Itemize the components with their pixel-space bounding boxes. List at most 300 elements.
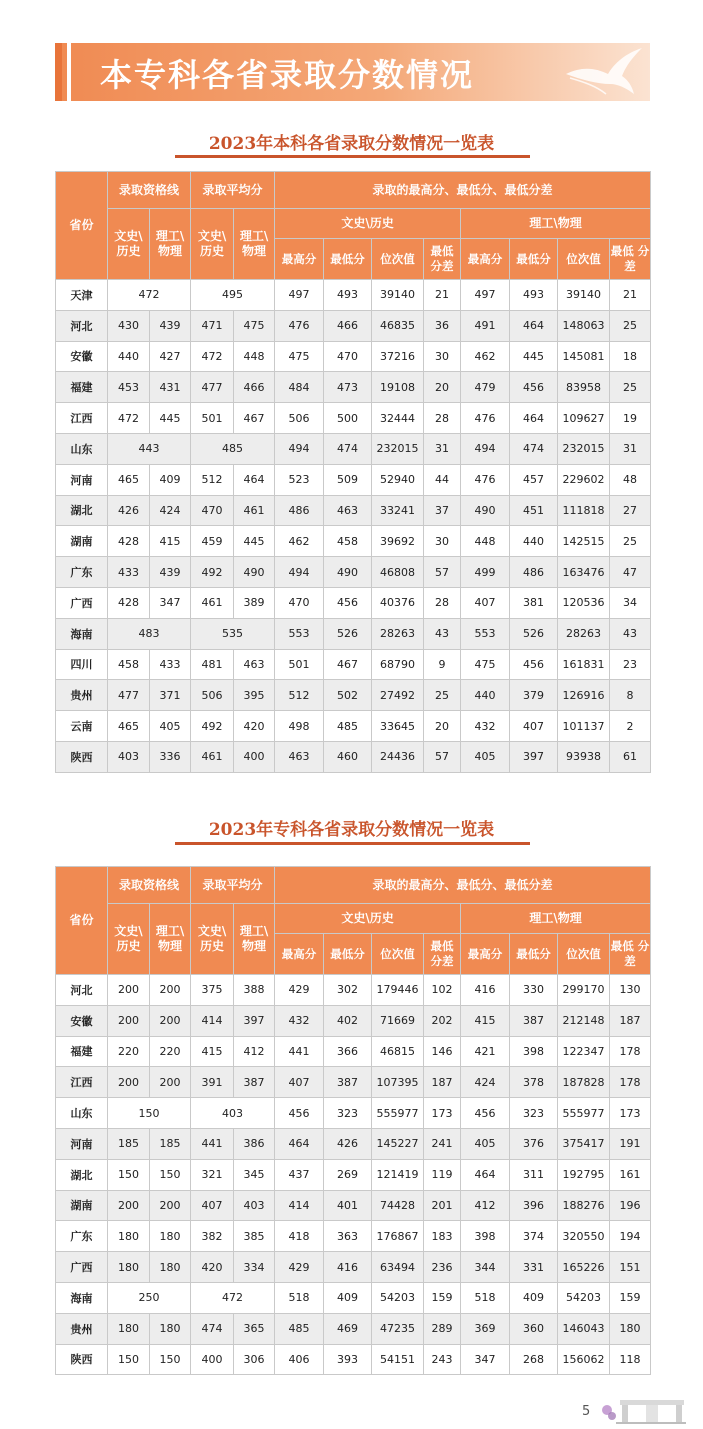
li-rank-cell: 39140 — [558, 280, 610, 311]
avg-wen-cell: 506 — [191, 680, 234, 711]
wen-rank-cell: 46808 — [372, 557, 424, 588]
li-diff-cell: 196 — [610, 1190, 651, 1221]
header-qual-li: 理工\ 物理 — [150, 209, 191, 280]
header-wen-diff: 最低 分差 — [424, 239, 461, 280]
province-cell: 河南 — [56, 1128, 108, 1159]
wen-rank-cell: 32444 — [372, 403, 424, 434]
wen-min-cell: 493 — [324, 280, 372, 311]
table-row — [56, 403, 651, 434]
table-row — [56, 341, 651, 372]
banner-accent-bar — [55, 43, 62, 101]
province-cell: 山东 — [56, 1098, 108, 1129]
avg-li-cell: 466 — [234, 372, 275, 403]
wen-diff-cell: 187 — [424, 1067, 461, 1098]
avg-score-cell: 535 — [191, 618, 275, 649]
qual-li-cell: 439 — [150, 310, 191, 341]
wen-max-cell: 523 — [275, 464, 324, 495]
qual-wen-cell: 477 — [108, 680, 150, 711]
li-min-cell: 323 — [510, 1098, 558, 1129]
qual-li-cell: 409 — [150, 464, 191, 495]
avg-li-cell: 388 — [234, 975, 275, 1006]
li-max-cell: 412 — [461, 1190, 510, 1221]
wen-min-cell: 469 — [324, 1313, 372, 1344]
wen-rank-cell: 71669 — [372, 1005, 424, 1036]
qual-li-cell: 180 — [150, 1313, 191, 1344]
li-max-cell: 405 — [461, 741, 510, 772]
wen-diff-cell: 44 — [424, 464, 461, 495]
li-min-cell: 360 — [510, 1313, 558, 1344]
qual-wen-cell: 180 — [108, 1221, 150, 1252]
wen-max-cell: 498 — [275, 711, 324, 742]
wen-rank-cell: 19108 — [372, 372, 424, 403]
avg-wen-cell: 441 — [191, 1128, 234, 1159]
header-wen-rank: 位次值 — [372, 239, 424, 280]
li-max-cell: 494 — [461, 433, 510, 464]
header-li-max: 最高分 — [461, 934, 510, 975]
wen-diff-cell: 31 — [424, 433, 461, 464]
wen-rank-cell: 47235 — [372, 1313, 424, 1344]
li-min-cell: 376 — [510, 1128, 558, 1159]
avg-li-cell: 420 — [234, 711, 275, 742]
wen-rank-cell: 46835 — [372, 310, 424, 341]
province-cell: 江西 — [56, 1067, 108, 1098]
table-row — [56, 1344, 651, 1375]
li-rank-cell: 187828 — [558, 1067, 610, 1098]
header-qual-line: 录取资格线 — [108, 867, 191, 904]
li-rank-cell: 111818 — [558, 495, 610, 526]
li-max-cell: 479 — [461, 372, 510, 403]
province-cell: 湖南 — [56, 1190, 108, 1221]
avg-li-cell: 400 — [234, 741, 275, 772]
qual-wen-cell: 150 — [108, 1159, 150, 1190]
li-max-cell: 416 — [461, 975, 510, 1006]
li-rank-cell: 146043 — [558, 1313, 610, 1344]
wen-diff-cell: 20 — [424, 372, 461, 403]
qual-wen-cell: 200 — [108, 975, 150, 1006]
wen-max-cell: 497 — [275, 280, 324, 311]
li-rank-cell: 375417 — [558, 1128, 610, 1159]
li-diff-cell: 2 — [610, 711, 651, 742]
wen-rank-cell: 176867 — [372, 1221, 424, 1252]
wen-diff-cell: 202 — [424, 1005, 461, 1036]
li-max-cell: 421 — [461, 1036, 510, 1067]
avg-li-cell: 334 — [234, 1252, 275, 1283]
li-diff-cell: 43 — [610, 618, 651, 649]
li-max-cell: 476 — [461, 403, 510, 434]
qual-li-cell: 347 — [150, 587, 191, 618]
province-cell: 福建 — [56, 1036, 108, 1067]
wen-diff-cell: 21 — [424, 280, 461, 311]
wen-min-cell: 526 — [324, 618, 372, 649]
table-row — [56, 1313, 651, 1344]
wen-rank-cell: 40376 — [372, 587, 424, 618]
qual-li-cell: 415 — [150, 526, 191, 557]
li-diff-cell: 31 — [610, 433, 651, 464]
avg-wen-cell: 415 — [191, 1036, 234, 1067]
province-cell: 陕西 — [56, 1344, 108, 1375]
qual-li-cell: 336 — [150, 741, 191, 772]
li-rank-cell: 192795 — [558, 1159, 610, 1190]
li-min-cell: 398 — [510, 1036, 558, 1067]
li-diff-cell: 159 — [610, 1282, 651, 1313]
wen-rank-cell: 39140 — [372, 280, 424, 311]
qual-wen-cell: 150 — [108, 1344, 150, 1375]
li-min-cell: 409 — [510, 1282, 558, 1313]
wen-diff-cell: 119 — [424, 1159, 461, 1190]
qual-li-cell: 405 — [150, 711, 191, 742]
wen-rank-cell: 24436 — [372, 741, 424, 772]
wen-rank-cell: 33645 — [372, 711, 424, 742]
li-max-cell: 432 — [461, 711, 510, 742]
li-diff-cell: 118 — [610, 1344, 651, 1375]
wen-min-cell: 323 — [324, 1098, 372, 1129]
wen-min-cell: 470 — [324, 341, 372, 372]
province-cell: 山东 — [56, 433, 108, 464]
avg-li-cell: 412 — [234, 1036, 275, 1067]
qual-wen-cell: 458 — [108, 649, 150, 680]
li-diff-cell: 130 — [610, 975, 651, 1006]
li-max-cell: 475 — [461, 649, 510, 680]
avg-li-cell: 385 — [234, 1221, 275, 1252]
li-max-cell: 369 — [461, 1313, 510, 1344]
qual-li-cell: 200 — [150, 1190, 191, 1221]
avg-li-cell: 345 — [234, 1159, 275, 1190]
li-rank-cell: 161831 — [558, 649, 610, 680]
wen-diff-cell: 102 — [424, 975, 461, 1006]
li-rank-cell: 142515 — [558, 526, 610, 557]
qual-wen-cell: 200 — [108, 1005, 150, 1036]
li-diff-cell: 8 — [610, 680, 651, 711]
header-avg-li: 理工\ 物理 — [234, 209, 275, 280]
qual-wen-cell: 428 — [108, 587, 150, 618]
wen-rank-cell: 33241 — [372, 495, 424, 526]
section-title-junior-college: 2023年专科各省录取分数情况一览表 — [208, 820, 495, 840]
li-min-cell: 387 — [510, 1005, 558, 1036]
table-row — [56, 1282, 651, 1313]
header-avg-score: 录取平均分 — [191, 867, 275, 904]
avg-li-cell: 365 — [234, 1313, 275, 1344]
wen-max-cell: 463 — [275, 741, 324, 772]
page-number: 5 — [582, 1404, 591, 1419]
li-rank-cell: 109627 — [558, 403, 610, 434]
li-diff-cell: 187 — [610, 1005, 651, 1036]
province-cell: 海南 — [56, 618, 108, 649]
table-row — [56, 280, 651, 311]
wen-min-cell: 456 — [324, 587, 372, 618]
wen-max-cell: 418 — [275, 1221, 324, 1252]
li-diff-cell: 191 — [610, 1128, 651, 1159]
wen-max-cell: 441 — [275, 1036, 324, 1067]
avg-li-cell: 386 — [234, 1128, 275, 1159]
qual-li-cell: 150 — [150, 1159, 191, 1190]
wen-max-cell: 437 — [275, 1159, 324, 1190]
qual-li-cell: 433 — [150, 649, 191, 680]
wen-diff-cell: 25 — [424, 680, 461, 711]
qual-wen-cell: 465 — [108, 464, 150, 495]
wen-max-cell: 429 — [275, 975, 324, 1006]
wen-max-cell: 464 — [275, 1128, 324, 1159]
li-diff-cell: 173 — [610, 1098, 651, 1129]
wen-min-cell: 500 — [324, 403, 372, 434]
avg-wen-cell: 321 — [191, 1159, 234, 1190]
li-max-cell: 462 — [461, 341, 510, 372]
table-row — [56, 1005, 651, 1036]
qual-wen-cell: 472 — [108, 403, 150, 434]
li-rank-cell: 101137 — [558, 711, 610, 742]
li-max-cell: 405 — [461, 1128, 510, 1159]
li-diff-cell: 161 — [610, 1159, 651, 1190]
li-max-cell: 398 — [461, 1221, 510, 1252]
li-max-cell: 344 — [461, 1252, 510, 1283]
wen-max-cell: 485 — [275, 1313, 324, 1344]
crane-icon — [562, 44, 648, 100]
li-diff-cell: 48 — [610, 464, 651, 495]
qual-line-cell: 483 — [108, 618, 191, 649]
wen-max-cell: 407 — [275, 1067, 324, 1098]
college-score-table — [55, 866, 651, 1375]
table-row — [56, 1252, 651, 1283]
li-rank-cell: 148063 — [558, 310, 610, 341]
province-cell: 广东 — [56, 557, 108, 588]
avg-score-cell: 495 — [191, 280, 275, 311]
avg-score-cell: 403 — [191, 1098, 275, 1129]
qual-li-cell: 200 — [150, 975, 191, 1006]
li-min-cell: 330 — [510, 975, 558, 1006]
wen-max-cell: 406 — [275, 1344, 324, 1375]
wen-rank-cell: 63494 — [372, 1252, 424, 1283]
wen-rank-cell: 74428 — [372, 1190, 424, 1221]
avg-li-cell: 395 — [234, 680, 275, 711]
li-min-cell: 456 — [510, 372, 558, 403]
wen-rank-cell: 145227 — [372, 1128, 424, 1159]
page-title: 本专科各省录取分数情况 — [100, 56, 475, 94]
avg-wen-cell: 481 — [191, 649, 234, 680]
li-rank-cell: 299170 — [558, 975, 610, 1006]
li-diff-cell: 194 — [610, 1221, 651, 1252]
li-min-cell: 464 — [510, 310, 558, 341]
undergrad-score-table — [55, 171, 651, 773]
wen-diff-cell: 28 — [424, 587, 461, 618]
li-min-cell: 464 — [510, 403, 558, 434]
wen-min-cell: 473 — [324, 372, 372, 403]
header-qual-li: 理工\ 物理 — [150, 904, 191, 975]
wen-min-cell: 485 — [324, 711, 372, 742]
li-rank-cell: 212148 — [558, 1005, 610, 1036]
wen-max-cell: 512 — [275, 680, 324, 711]
wen-rank-cell: 121419 — [372, 1159, 424, 1190]
wen-max-cell: 432 — [275, 1005, 324, 1036]
li-rank-cell: 93938 — [558, 741, 610, 772]
li-min-cell: 451 — [510, 495, 558, 526]
header-ligong-group: 理工\物理 — [461, 904, 651, 934]
province-cell: 四川 — [56, 649, 108, 680]
avg-li-cell: 448 — [234, 341, 275, 372]
table-row — [56, 1128, 651, 1159]
wen-min-cell: 416 — [324, 1252, 372, 1283]
li-max-cell: 518 — [461, 1282, 510, 1313]
table-row — [56, 1159, 651, 1190]
wen-min-cell: 460 — [324, 741, 372, 772]
qual-li-cell: 180 — [150, 1221, 191, 1252]
qual-wen-cell: 180 — [108, 1313, 150, 1344]
qual-wen-cell: 220 — [108, 1036, 150, 1067]
header-wenshi-group: 文史\历史 — [275, 904, 461, 934]
avg-wen-cell: 512 — [191, 464, 234, 495]
qual-li-cell: 431 — [150, 372, 191, 403]
province-cell: 湖南 — [56, 526, 108, 557]
wen-diff-cell: 9 — [424, 649, 461, 680]
province-cell: 海南 — [56, 1282, 108, 1313]
section-underline — [175, 155, 530, 158]
li-rank-cell: 54203 — [558, 1282, 610, 1313]
qual-li-cell: 200 — [150, 1005, 191, 1036]
li-max-cell: 347 — [461, 1344, 510, 1375]
wen-max-cell: 484 — [275, 372, 324, 403]
wen-diff-cell: 201 — [424, 1190, 461, 1221]
wen-max-cell: 494 — [275, 557, 324, 588]
wen-rank-cell: 46815 — [372, 1036, 424, 1067]
wen-max-cell: 494 — [275, 433, 324, 464]
avg-wen-cell: 474 — [191, 1313, 234, 1344]
avg-li-cell: 306 — [234, 1344, 275, 1375]
li-rank-cell: 165226 — [558, 1252, 610, 1283]
wen-min-cell: 463 — [324, 495, 372, 526]
li-rank-cell: 555977 — [558, 1098, 610, 1129]
province-cell: 江西 — [56, 403, 108, 434]
header-wen-rank: 位次值 — [372, 934, 424, 975]
li-rank-cell: 156062 — [558, 1344, 610, 1375]
table-row — [56, 464, 651, 495]
avg-wen-cell: 492 — [191, 557, 234, 588]
wen-diff-cell: 37 — [424, 495, 461, 526]
wen-rank-cell: 68790 — [372, 649, 424, 680]
avg-wen-cell: 375 — [191, 975, 234, 1006]
wen-max-cell: 456 — [275, 1098, 324, 1129]
table-row — [56, 1036, 651, 1067]
li-max-cell: 456 — [461, 1098, 510, 1129]
wen-min-cell: 502 — [324, 680, 372, 711]
wen-rank-cell: 39692 — [372, 526, 424, 557]
qual-li-cell: 427 — [150, 341, 191, 372]
avg-li-cell: 490 — [234, 557, 275, 588]
banner-accent-stripe — [67, 43, 71, 101]
header-li-max: 最高分 — [461, 239, 510, 280]
header-avg-li: 理工\ 物理 — [234, 904, 275, 975]
wen-min-cell: 302 — [324, 975, 372, 1006]
wen-diff-cell: 20 — [424, 711, 461, 742]
header-li-diff: 最低 分差 — [610, 239, 651, 280]
table-row — [56, 975, 651, 1006]
avg-wen-cell: 461 — [191, 587, 234, 618]
li-rank-cell: 120536 — [558, 587, 610, 618]
wen-min-cell: 467 — [324, 649, 372, 680]
li-rank-cell: 229602 — [558, 464, 610, 495]
li-min-cell: 311 — [510, 1159, 558, 1190]
li-min-cell: 396 — [510, 1190, 558, 1221]
li-min-cell: 331 — [510, 1252, 558, 1283]
wen-max-cell: 429 — [275, 1252, 324, 1283]
province-cell: 河北 — [56, 310, 108, 341]
qual-li-cell: 185 — [150, 1128, 191, 1159]
qual-li-cell: 424 — [150, 495, 191, 526]
campus-gate-icon — [600, 1396, 688, 1424]
li-min-cell: 381 — [510, 587, 558, 618]
avg-wen-cell: 459 — [191, 526, 234, 557]
wen-min-cell: 426 — [324, 1128, 372, 1159]
wen-diff-cell: 146 — [424, 1036, 461, 1067]
avg-li-cell: 403 — [234, 1190, 275, 1221]
qual-wen-cell: 185 — [108, 1128, 150, 1159]
province-cell: 湖北 — [56, 495, 108, 526]
li-min-cell: 493 — [510, 280, 558, 311]
wen-min-cell: 387 — [324, 1067, 372, 1098]
qual-li-cell: 150 — [150, 1344, 191, 1375]
wen-diff-cell: 30 — [424, 341, 461, 372]
qual-line-cell: 472 — [108, 280, 191, 311]
wen-diff-cell: 241 — [424, 1128, 461, 1159]
wen-max-cell: 476 — [275, 310, 324, 341]
li-rank-cell: 122347 — [558, 1036, 610, 1067]
li-diff-cell: 21 — [610, 280, 651, 311]
wen-rank-cell: 37216 — [372, 341, 424, 372]
province-cell: 广东 — [56, 1221, 108, 1252]
li-diff-cell: 19 — [610, 403, 651, 434]
wen-max-cell: 462 — [275, 526, 324, 557]
li-min-cell: 456 — [510, 649, 558, 680]
wen-max-cell: 486 — [275, 495, 324, 526]
wen-max-cell: 475 — [275, 341, 324, 372]
qual-wen-cell: 403 — [108, 741, 150, 772]
wen-min-cell: 409 — [324, 1282, 372, 1313]
province-cell: 福建 — [56, 372, 108, 403]
avg-wen-cell: 382 — [191, 1221, 234, 1252]
header-li-diff: 最低 分差 — [610, 934, 651, 975]
header-avg-score: 录取平均分 — [191, 172, 275, 209]
table-row — [56, 587, 651, 618]
qual-wen-cell: 428 — [108, 526, 150, 557]
qual-wen-cell: 433 — [108, 557, 150, 588]
wen-diff-cell: 289 — [424, 1313, 461, 1344]
header-wen-min: 最低分 — [324, 934, 372, 975]
qual-wen-cell: 453 — [108, 372, 150, 403]
li-min-cell: 379 — [510, 680, 558, 711]
wen-min-cell: 466 — [324, 310, 372, 341]
province-cell: 安徽 — [56, 1005, 108, 1036]
table-row — [56, 433, 651, 464]
avg-wen-cell: 470 — [191, 495, 234, 526]
header-li-rank: 位次值 — [558, 239, 610, 280]
avg-wen-cell: 391 — [191, 1067, 234, 1098]
li-rank-cell: 126916 — [558, 680, 610, 711]
avg-score-cell: 472 — [191, 1282, 275, 1313]
li-min-cell: 374 — [510, 1221, 558, 1252]
qual-li-cell: 445 — [150, 403, 191, 434]
wen-diff-cell: 183 — [424, 1221, 461, 1252]
li-max-cell: 448 — [461, 526, 510, 557]
header-max-min: 录取的最高分、最低分、最低分差 — [275, 172, 651, 209]
avg-li-cell: 464 — [234, 464, 275, 495]
qual-wen-cell: 430 — [108, 310, 150, 341]
li-min-cell: 445 — [510, 341, 558, 372]
header-province: 省份 — [56, 867, 108, 975]
li-diff-cell: 34 — [610, 587, 651, 618]
wen-min-cell: 458 — [324, 526, 372, 557]
li-diff-cell: 178 — [610, 1067, 651, 1098]
wen-min-cell: 490 — [324, 557, 372, 588]
li-diff-cell: 178 — [610, 1036, 651, 1067]
li-max-cell: 407 — [461, 587, 510, 618]
wen-max-cell: 506 — [275, 403, 324, 434]
